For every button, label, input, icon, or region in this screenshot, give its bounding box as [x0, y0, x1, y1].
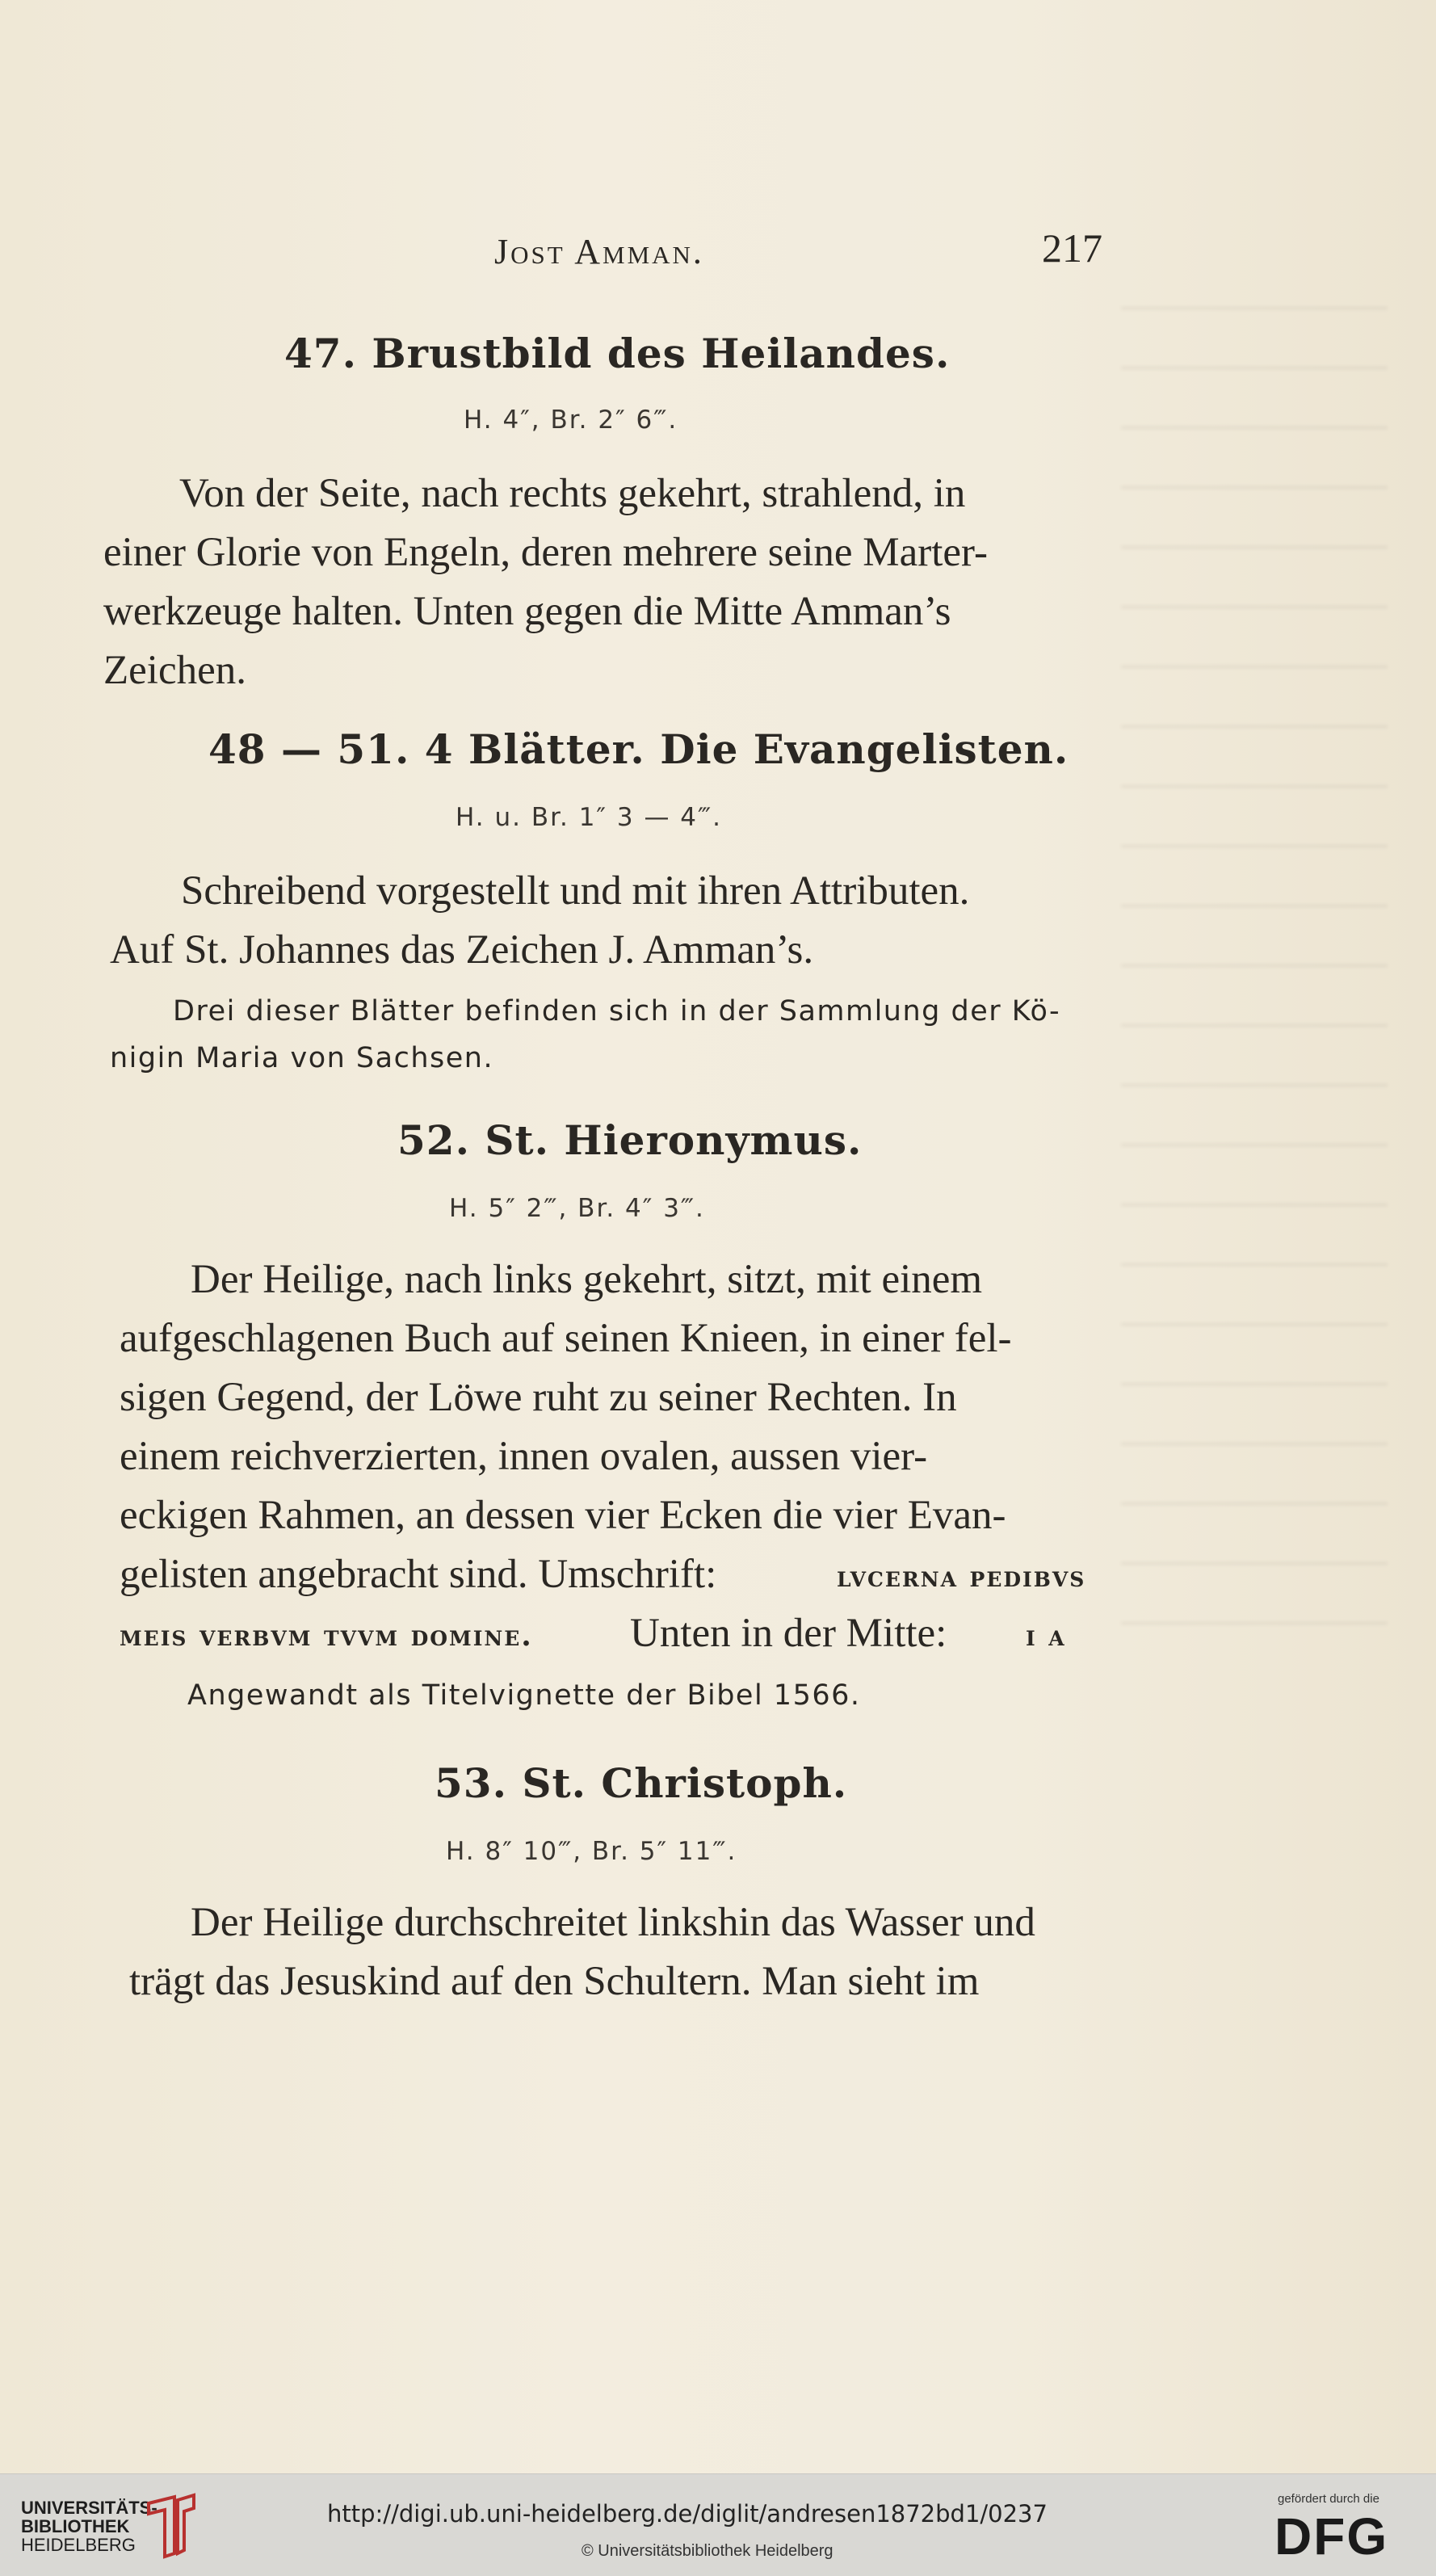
entry-note-line: Angewandt als Titelvignette der Bibel 1566. [187, 1679, 861, 1712]
copyright-notice: © Universitätsbibliothek Heidelberg [582, 2542, 833, 2560]
show-through-texture [1121, 307, 1388, 1640]
entry-text-line: Der Heilige durchschreitet linkshin das Wasser und [191, 1900, 1035, 1945]
entry-text-line: Schreibend vorgestellt und mit ihren Attributen. [181, 868, 970, 914]
entry-dimensions-53: H. 8″ 10‴, Br. 5″ 11‴. [446, 1837, 737, 1866]
entry-note-line: nigin Maria von Sachsen. [110, 1042, 494, 1074]
entry-text-line: Der Heilige, nach links gekehrt, sitzt, mit einem [191, 1257, 983, 1302]
university-library-logo [21, 2498, 157, 2554]
logo-line: HEIDELBERG [21, 2535, 136, 2555]
entry-heading-53: 53. St. Christoph. [435, 1759, 848, 1807]
entry-text-line: Von der Seite, nach rechts gekehrt, strahlend, in [179, 471, 966, 516]
running-head: Jost Amman. [494, 232, 704, 271]
page-number: 217 [1042, 225, 1102, 271]
inscription-text: lvcerna pedibvs [837, 1560, 1086, 1594]
dfg-logo: DFG [1274, 2507, 1389, 2565]
entry-text-line: einem reichverzierten, innen ovalen, aussen vier- [120, 1434, 928, 1479]
entry-text-line: Unten in der Mitte: [630, 1611, 947, 1656]
library-mark-icon [142, 2492, 199, 2560]
entry-text-line: einer Glorie von Engeln, deren mehrere seine Marter- [103, 530, 988, 575]
footer-bar [0, 2473, 1436, 2576]
inscription-text: meis verbvm tvvm domine. [120, 1619, 533, 1653]
entry-note-line: Drei dieser Blätter befinden sich in der Sammlung der Kö- [173, 995, 1061, 1027]
entry-text-line: trägt das Jesuskind auf den Schultern. Man sieht im [129, 1959, 980, 2004]
entry-text-line: Zeichen. [103, 648, 246, 693]
monogram-text: i a [1026, 1619, 1066, 1653]
entry-text-line: werkzeuge halten. Unten gegen die Mitte Amman’s [103, 589, 951, 634]
entry-text-line: aufgeschlagenen Buch auf seinen Knieen, in einer fel- [120, 1316, 1012, 1361]
entry-heading-52: 52. St. Hieronymus. [397, 1116, 863, 1164]
entry-dimensions-48-51: H. u. Br. 1″ 3 — 4‴. [456, 803, 722, 832]
entry-text-line: sigen Gegend, der Löwe ruht zu seiner Rechten. In [120, 1375, 957, 1420]
entry-heading-48-51: 48 — 51. 4 Blätter. Die Evangelisten. [208, 725, 1069, 773]
entry-text-line: Auf St. Johannes das Zeichen J. Amman’s. [110, 927, 814, 973]
entry-text-line: eckigen Rahmen, an dessen vier Ecken die vier Evan- [120, 1493, 1006, 1538]
logo-line: BIBLIOTHEK [21, 2516, 130, 2536]
logo-line: UNIVERSITÄTS- [21, 2498, 157, 2518]
entry-text-line: gelisten angebracht sind. Umschrift: [120, 1552, 717, 1597]
entry-dimensions-47: H. 4″, Br. 2″ 6‴. [464, 406, 678, 435]
funding-caption: gefördert durch die [1278, 2492, 1379, 2506]
entry-dimensions-52: H. 5″ 2‴, Br. 4″ 3‴. [449, 1194, 705, 1223]
entry-heading-47: 47. Brustbild des Heilandes. [284, 330, 951, 377]
permalink-url[interactable]: http://digi.ub.uni-heidelberg.de/diglit/andresen1872bd1/0237 [327, 2500, 1048, 2528]
